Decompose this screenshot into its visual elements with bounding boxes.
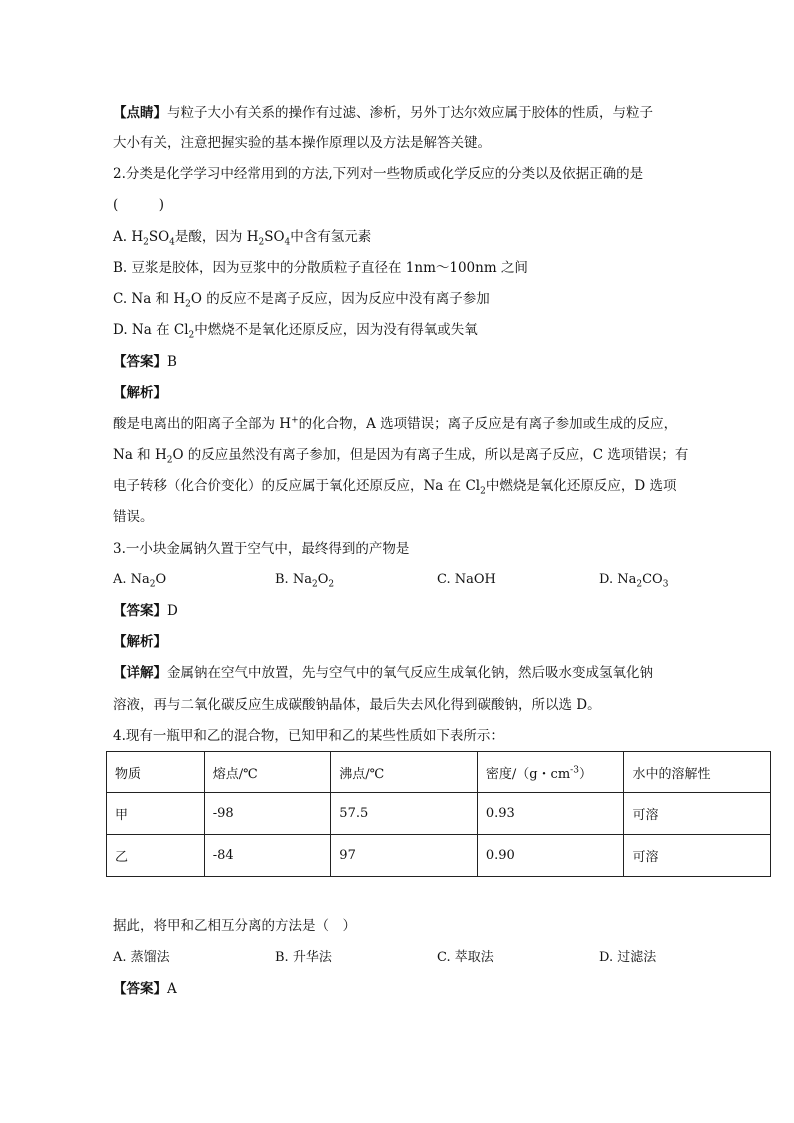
table-cell: -84 (204, 835, 331, 877)
table-cell: 乙 (107, 835, 205, 877)
table-cell: 97 (331, 835, 478, 877)
q2-analysis-3: 电子转移（化合价变化）的反应属于氧化还原反应，Na 在 $Cl_2$中燃烧是氧化还原反应，D 选项 (113, 478, 677, 497)
properties-table (106, 751, 771, 877)
q2-analysis-tag: 【解析】 (113, 385, 167, 401)
q3-option-d: D. $Na_2CO_3$ (599, 572, 669, 590)
table-row (107, 835, 771, 877)
q2-option-a: A. $H_2SO_4$是酸，因为 $H_2SO_4$中含有氢元素 (113, 229, 372, 248)
q3-option-c: C. NaOH (437, 572, 496, 587)
q2-stem: 2.分类是化学学习中经常用到的方法,下列对一些物质或化学反应的分类以及依据正确的是 (113, 166, 644, 182)
q2-option-b: B. 豆浆是胶体，因为豆浆中的分散质粒子直径在 1nm～100nm 之间 (113, 260, 528, 276)
q4-answer: 【答案】A (113, 981, 177, 997)
table-header-cell: 沸点/℃ (331, 752, 478, 793)
table-cell: 0.90 (477, 835, 624, 877)
table-cell: 可溶 (624, 793, 771, 835)
table-header-cell: 熔点/℃ (204, 752, 331, 793)
q2-analysis-1: 酸是电离出的阳离子全部为 H+的化合物，A 选项错误；离子反应是有离子参加或生成的反应， (113, 415, 678, 432)
q4-option-d: D. 过滤法 (599, 950, 657, 965)
table-header-cell: 物质 (107, 752, 205, 793)
table-cell: 0.93 (477, 793, 624, 835)
note-tag: 【点睛】 (113, 105, 167, 121)
table-header-cell: 水中的溶解性 (624, 752, 771, 793)
note-line-1 (113, 104, 653, 122)
q4-option-c: C. 萃取法 (437, 950, 494, 965)
q3-stem: 3.一小块金属钠久置于空气中，最终得到的产物是 (113, 541, 410, 557)
q3-answer: 【答案】D (113, 603, 178, 619)
q4-after-table: 据此，将甲和乙相互分离的方法是（ ） (113, 918, 356, 934)
q4-stem: 4.现有一瓶甲和乙的混合物，已知甲和乙的某些性质如下表所示： (113, 728, 504, 744)
table-cell: 甲 (107, 793, 205, 835)
note-text-1: 与粒子大小有关系的操作有过滤、渗析，另外丁达尔效应属于胶体的性质，与粒子 (167, 105, 653, 121)
q2-analysis-4: 错误。 (113, 509, 154, 525)
q3-option-a: A. $Na_2O$ (113, 572, 167, 590)
q4-option-b: B. 升华法 (275, 950, 332, 965)
table-header-cell: 密度/（g・$cm^{-3}$） (477, 752, 624, 793)
table-cell: 57.5 (331, 793, 478, 835)
table-cell: -98 (204, 793, 331, 835)
q2-option-c: C. Na 和 $H_2O$ 的反应不是离子反应，因为反应中没有离子参加 (113, 291, 490, 310)
q2-paren: ( ) (113, 197, 165, 213)
q3-analysis-tag: 【解析】 (113, 634, 167, 650)
q2-analysis-2: Na 和 $H_2O$ 的反应虽然没有离子参加，但是因为有离子生成，所以是离子反应，C 选项错误；有 (113, 447, 689, 466)
table-row (107, 793, 771, 835)
q2-option-d: D. Na 在 $Cl_2$中燃烧不是氧化还原反应，因为没有得氧或失氧 (113, 322, 478, 341)
q3-option-b: B. $Na_2O_2$ (275, 572, 335, 590)
q2-answer: 【答案】B (113, 354, 177, 370)
table-header-row (107, 752, 771, 793)
q4-option-a: A. 蒸馏法 (113, 950, 170, 965)
q3-detail-2: 溶液，再与二氧化碳反应生成碳酸钠晶体，最后失去风化得到碳酸钠，所以选 D。 (113, 697, 601, 713)
note-line-2: 大小有关，注意把握实验的基本操作原理以及方法是解答关键。 (113, 135, 491, 151)
q3-detail-1: 【详解】金属钠在空气中放置，先与空气中的氧气反应生成氧化钠，然后吸水变成氢氧化钠 (113, 665, 653, 681)
table-cell: 可溶 (624, 835, 771, 877)
